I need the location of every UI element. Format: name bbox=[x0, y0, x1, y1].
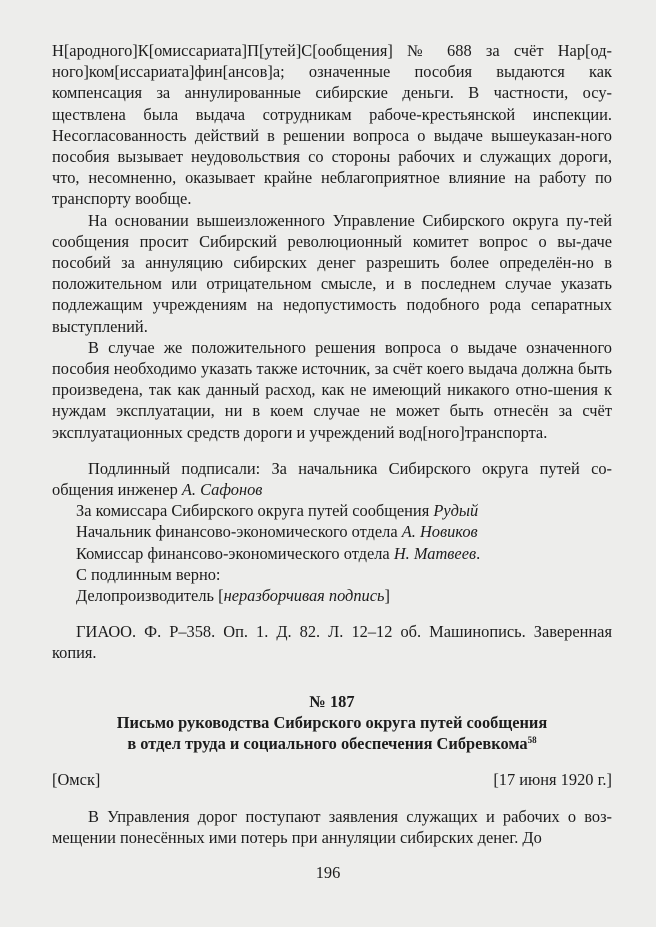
clerk-text: Делопроизводитель [ bbox=[76, 586, 224, 606]
signature-name: Рудый bbox=[433, 501, 479, 521]
text-column bbox=[52, 40, 612, 848]
document-number: № 187 bbox=[309, 691, 355, 711]
certification-line: С подлинным верно: bbox=[76, 564, 221, 584]
signature-name: Н. Матвеев bbox=[393, 543, 477, 563]
continuation-paragraph: Н[ародного]К[омиссариата]П[утей]С[ообщения] № 688 за счёт Нар[од-ного]ком[иссариата]фин[ансов]а; означенные пособия выдаются как компенсация за аннулированные сибирские деньги. В частности, осу-ществлена была выдача сотрудникам рабоче-крестьянской инспекции. Несогласованность действий в решении вопроса о выдаче вышеуказан-ного пособия вызывает неудовольствия со стороны рабочих и служащих дороги, что, несомненно, оказывает крайне неблагоприятное влияние на работу по транспорту вообще. bbox=[52, 41, 612, 209]
signature-text: Подлинный подписали: За начальника Сибирского округа путей со-общения инженер bbox=[52, 458, 612, 500]
signature-line-matveev bbox=[52, 543, 612, 564]
document-title-text: в отдел труда и социального обеспечения Сибревкома bbox=[127, 734, 528, 754]
signature-line-novikov bbox=[52, 521, 612, 542]
document-title-line-1: Письмо руководства Сибирского округа путей сообщения bbox=[116, 712, 548, 732]
page-number: 196 bbox=[315, 863, 341, 882]
signature-text: Начальник финансово-экономического отдела bbox=[76, 522, 402, 542]
spacer bbox=[52, 443, 612, 458]
clerk-line bbox=[52, 585, 612, 606]
paragraph-request: На основании вышеизложенного Управление Сибирского округа пу-тей сообщения просит Сибирский революционный комитет вопрос о вы-даче пособий за аннуляцию сибирских денег разрешить более определён-но в положительном или отрицательном смысле, и в последнем случае указать подлежащим учреждениям на недопустимость подобного рода сепаратных выступлений. bbox=[52, 210, 612, 336]
document-body-start: В Управления дорог поступают заявления служащих и рабочих о воз-мещении понесённых ими потерь при аннуляции сибирских денег. До bbox=[52, 806, 612, 847]
document-date: [17 июня 1920 г.] bbox=[493, 770, 612, 790]
signature-line-rudyi bbox=[52, 500, 612, 521]
clerk-text-end: ] bbox=[384, 586, 390, 606]
signature-text-end: . bbox=[476, 543, 481, 563]
signature-text: За комиссара Сибирского округа путей сообщения bbox=[76, 501, 434, 521]
signature-text: Комиссар финансово-экономического отдела bbox=[76, 543, 394, 563]
document-place: [Омск] bbox=[52, 770, 101, 790]
spacer bbox=[52, 606, 612, 621]
spacer bbox=[52, 664, 612, 691]
signature-line-safonov bbox=[52, 458, 612, 500]
signature-name: А. Новиков bbox=[401, 522, 478, 542]
archival-source: ГИАОО. Ф. Р–358. Оп. 1. Д. 82. Л. 12–12 об. Машинопись. Заверенная копия. bbox=[52, 622, 612, 663]
signature-name: А. Сафонов bbox=[181, 480, 263, 500]
signatures-block bbox=[52, 458, 612, 606]
paragraph-funding-source: В случае же положительного решения вопроса о выдаче означенного пособия необходимо указать также источник, за счёт коего выдача должна быть произведена, так как данный расход, как не имеющий никакого отно-шения к нуждам эксплуатации, ни в коем случае не может быть отнесён за счёт эксплуатационных средств дороги и учреждений вод[ного]транспорта. bbox=[52, 337, 612, 442]
footnote-reference: 58 bbox=[527, 735, 537, 746]
document-title-line-2 bbox=[52, 733, 612, 754]
illegible-signature-note: неразборчивая подпись bbox=[223, 586, 385, 606]
spacer bbox=[52, 791, 612, 806]
place-date-row bbox=[52, 769, 612, 790]
